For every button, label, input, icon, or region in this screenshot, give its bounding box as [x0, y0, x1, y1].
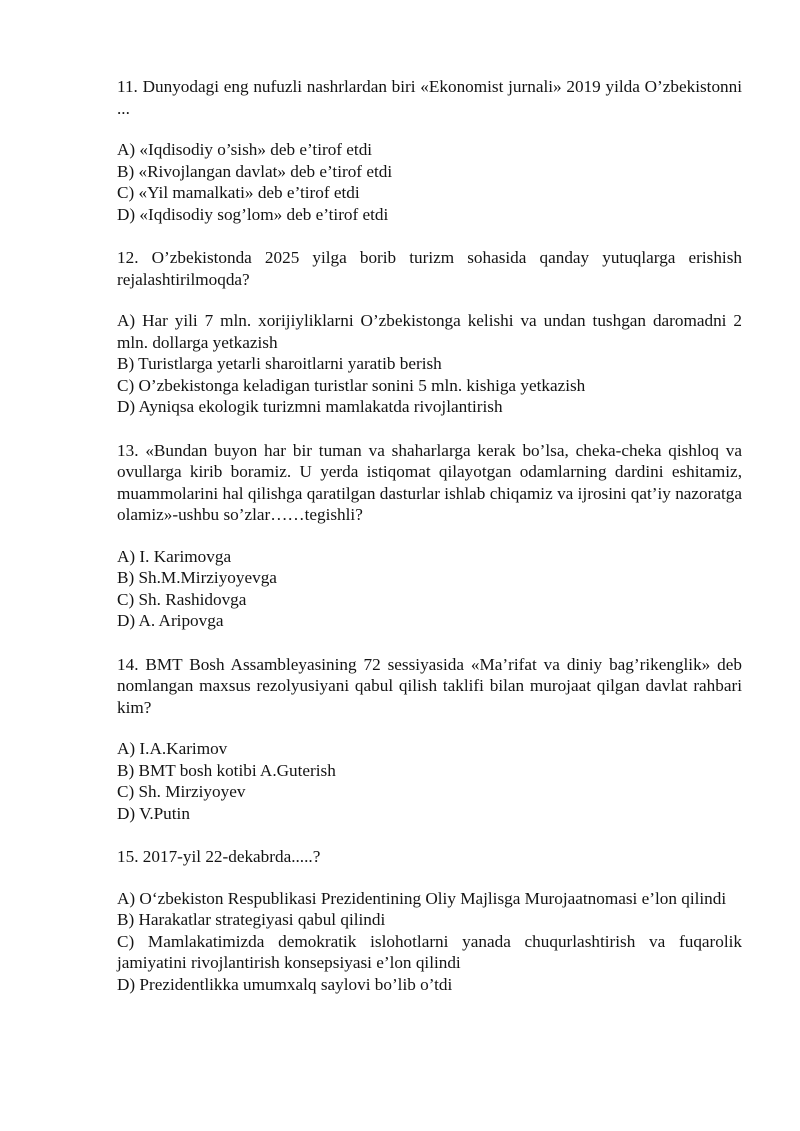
option-a: A) I.A.Karimov	[117, 739, 228, 758]
option-c: C) «Yil mamalkati» deb e’tirof etdi	[117, 183, 360, 202]
option-d: D) Prezidentlikka umumxalq saylovi bo’lib o’tdi	[117, 974, 453, 994]
answer-options	[117, 888, 742, 996]
question-12	[117, 247, 742, 418]
question-text: 11. Dunyodagi eng nufuzli nashrlardan biri «Ekonomist jurnali» 2019 yilda O’zbekistonni ...	[117, 77, 742, 118]
question-15	[117, 846, 742, 995]
option-d: D) Ayniqsa ekologik turizmni mamlakatda rivojlantirish	[117, 397, 503, 416]
question-text: 14. BMT Bosh Assambleyasining 72 sessiyasida «Ma’rifat va diniy bag’rikenglik» deb nomlangan maxsus rezolyusiyani qabul qilish taklifi bilan murojaat qilgan davlat rahbari kim?	[117, 654, 742, 717]
option-c: C) Mamlakatimizda demokratik islohotlarni yanada chuqurlashtirish va fuqarolik jamiyatini rivojlantirish konsepsiyasi e’lon qilindi	[117, 931, 742, 972]
option-a: A) I. Karimovga	[117, 546, 232, 566]
option-c: C) Sh. Mirziyoyev	[117, 782, 246, 801]
answer-options	[117, 310, 742, 418]
option-a: A) O‘zbekiston Respublikasi Prezidentining Oliy Majlisga Murojaatnomasi e’lon qilindi	[117, 888, 727, 908]
option-b: B) «Rivojlangan davlat» deb e’tirof etdi	[117, 161, 393, 181]
answer-options	[117, 546, 742, 632]
question-text: 13. «Bundan buyon har bir tuman va shaharlarga kerak bo’lsa, cheka-cheka qishloq va ovullarga kirib boramiz. U yerda istiqomat qilayotgan odamlarning dardini eshitamiz, muammolarini hal qilishga qaratilgan dasturlar ishlab chiqamiz va ijrosini qat’iy nazoratga olamiz»-ushbu so’zlar……tegishli?	[117, 440, 742, 524]
option-c: C) O’zbekistonga keladigan turistlar sonini 5 mln. kishiga yetkazish	[117, 375, 586, 395]
question-14	[117, 654, 742, 825]
question-11	[117, 76, 742, 225]
option-a: A) «Iqdisodiy o’sish» deb e’tirof etdi	[117, 140, 373, 159]
option-d: D) A. Aripovga	[117, 611, 224, 630]
question-13	[117, 440, 742, 632]
option-d: D) V.Putin	[117, 803, 190, 823]
option-b: B) Turistlarga yetarli sharoitlarni yaratib berish	[117, 354, 442, 373]
option-d: D) «Iqdisodiy sog’lom» deb e’tirof etdi	[117, 204, 389, 224]
option-c: C) Sh. Rashidovga	[117, 589, 247, 609]
document-page	[117, 76, 742, 1017]
question-text: 12. O’zbekistonda 2025 yilga borib turizm sohasida qanday yutuqlarga erishish rejalashtirilmoqda?	[117, 248, 742, 289]
question-text: 15. 2017-yil 22-dekabrda.....?	[117, 847, 321, 866]
option-b: B) Harakatlar strategiyasi qabul qilindi	[117, 910, 386, 929]
answer-options	[117, 738, 742, 824]
option-b: B) Sh.M.Mirziyoyevga	[117, 568, 277, 587]
option-a: A) Har yili 7 mln. xorijiyliklarni O’zbekistonga kelishi va undan tushgan daromadni 2 mln. dollarga yetkazish	[117, 311, 742, 352]
answer-options	[117, 139, 742, 225]
option-b: B) BMT bosh kotibi A.Guterish	[117, 760, 336, 780]
